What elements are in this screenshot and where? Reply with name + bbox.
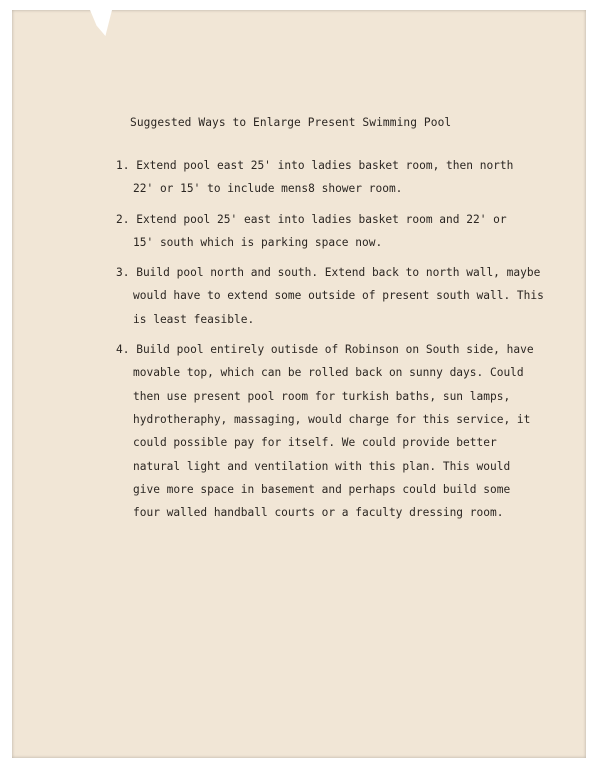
item-line: give more space in basement and perhaps could build some — [133, 482, 511, 496]
list-item — [116, 208, 544, 255]
document-title: Suggested Ways to Enlarge Present Swimming Pool — [130, 116, 452, 129]
item-line: could possible pay for itself. We could provide better — [133, 436, 497, 450]
list-item — [116, 261, 544, 331]
item-line: then use present pool room for turkish baths, sun lamps, — [133, 389, 511, 403]
item-line: would have to extend some outside of present south wall. This — [133, 289, 544, 303]
list-item — [116, 338, 544, 524]
item-line: 15' south which is parking space now. — [133, 235, 383, 249]
item-line: is least feasible. — [133, 312, 255, 326]
paper-sheet — [12, 10, 586, 758]
item-line: 22' or 15' to include mens8 shower room. — [133, 182, 403, 196]
item-line: 3. Build pool north and south. Extend back to north wall, maybe — [116, 266, 541, 280]
item-line: 2. Extend pool 25' east into ladies basket room and 22' or — [116, 212, 507, 226]
item-line: hydrotheraphy, massaging, would charge for this service, it — [133, 412, 531, 426]
item-line: 1. Extend pool east 25' into ladies basket room, then north — [116, 159, 514, 172]
item-line: movable top, which can be rolled back on sunny days. Could — [133, 366, 524, 380]
item-line: 4. Build pool entirely outisde of Robinson on South side, have — [116, 343, 534, 357]
item-line: four walled handball courts or a faculty dressing room. — [133, 506, 504, 520]
list-item — [116, 154, 544, 201]
torn-corner — [90, 10, 112, 36]
suggestion-list — [116, 154, 544, 531]
item-line: natural light and ventilation with this plan. This would — [133, 459, 511, 473]
